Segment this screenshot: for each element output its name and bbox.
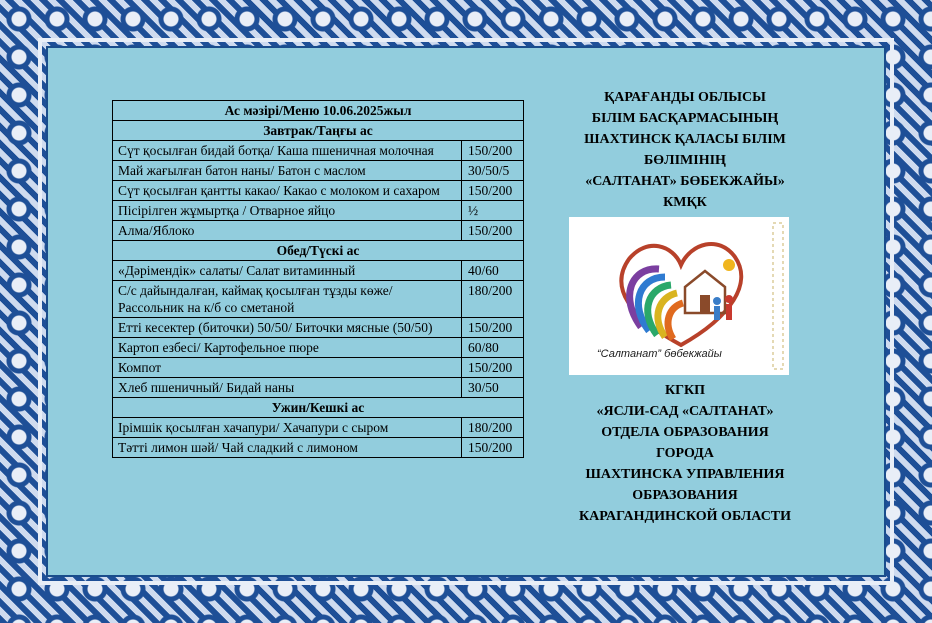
dish-amount: 150/200 xyxy=(462,318,524,338)
organization-name-russian xyxy=(560,380,810,527)
dish-amount: 40/60 xyxy=(462,261,524,281)
table-row xyxy=(113,378,524,398)
table-row xyxy=(113,201,524,221)
table-row xyxy=(113,358,524,378)
table-row xyxy=(113,318,524,338)
menu-title: Ас мәзірі/Меню 10.06.2025жыл xyxy=(113,101,524,121)
section-heading-breakfast: Завтрак/Таңғы ас xyxy=(113,121,524,141)
section-heading-dinner: Ужин/Кешкі ас xyxy=(113,398,524,418)
table-row xyxy=(113,181,524,201)
dish-amount: 180/200 xyxy=(462,418,524,438)
org-line: КАРАГАНДИНСКОЙ ОБЛАСТИ xyxy=(578,509,792,524)
dish-amount: 150/200 xyxy=(462,438,524,458)
dish-amount: 150/200 xyxy=(462,181,524,201)
dish-name: Май жағылған батон наны/ Батон с маслом xyxy=(113,161,462,181)
table-row xyxy=(113,438,524,458)
org-line: «САЛТАНАТ» БӨБЕКЖАЙЫ» xyxy=(585,174,785,189)
dish-amount: 30/50/5 xyxy=(462,161,524,181)
dish-name: Сүт қосылған бидай ботқа/ Каша пшеничная молочная xyxy=(113,141,462,161)
dish-name: Ірімшік қосылған хачапури/ Хачапури с сыром xyxy=(113,418,462,438)
section-heading-lunch: Обед/Түскі ас xyxy=(113,241,524,261)
table-row xyxy=(113,221,524,241)
table-row xyxy=(113,418,524,438)
section-heading-row xyxy=(113,121,524,141)
dish-name: Пісірілген жұмыртқа / Отварное яйцо xyxy=(113,201,462,221)
org-line: ГОРОДА xyxy=(656,446,714,461)
dish-name: Етті кесектер (биточки) 50/50/ Биточки мясные (50/50) xyxy=(113,318,462,338)
org-line: КГКП xyxy=(664,383,706,398)
dish-name: Компот xyxy=(113,358,462,378)
kindergarten-logo xyxy=(569,217,789,375)
dish-name: Алма/Яблоко xyxy=(113,221,462,241)
dish-amount: 180/200 xyxy=(462,281,524,318)
table-row xyxy=(113,338,524,358)
table-row xyxy=(113,281,524,318)
dish-name: Картоп езбесі/ Картофельное пюре xyxy=(113,338,462,358)
menu-title-row xyxy=(113,101,524,121)
dish-amount: 150/200 xyxy=(462,358,524,378)
org-line: ОТДЕЛА ОБРАЗОВАНИЯ xyxy=(601,425,769,440)
table-row xyxy=(113,261,524,281)
dish-amount: 60/80 xyxy=(462,338,524,358)
dish-name: С/с дайындалған, каймақ қосылған тұзды көже/ Рассольник на к/б со сметаной xyxy=(113,281,462,318)
org-line: БӨЛІМІНІҢ xyxy=(644,153,726,168)
dish-amount: 30/50 xyxy=(462,378,524,398)
dish-name: Сүт қосылған қантты какао/ Какао с молоком и сахаром xyxy=(113,181,462,201)
org-line: БІЛІМ БАСҚАРМАСЫНЫҢ xyxy=(591,111,779,126)
org-line: «ЯСЛИ-САД «САЛТАНАТ» xyxy=(596,404,774,419)
org-line: ШАХТИНСКА УПРАВЛЕНИЯ xyxy=(585,467,785,482)
dish-amount: 150/200 xyxy=(462,221,524,241)
dish-name: Тәтті лимон шәй/ Чай сладкий с лимоном xyxy=(113,438,462,458)
dish-amount: 150/200 xyxy=(462,141,524,161)
section-heading-row xyxy=(113,241,524,261)
dish-amount: ½ xyxy=(462,201,524,221)
logo-caption: “Салтанат” бөбекжайы xyxy=(597,348,722,360)
dish-name: «Дәрімендік» салаты/ Салат витаминный xyxy=(113,261,462,281)
org-line: ҚАРАҒАНДЫ ОБЛЫСЫ xyxy=(604,90,766,105)
org-line: ШАХТИНСК ҚАЛАСЫ БІЛІМ xyxy=(584,132,786,147)
section-heading-row xyxy=(113,398,524,418)
dish-name: Хлеб пшеничный/ Бидай наны xyxy=(113,378,462,398)
table-row xyxy=(113,141,524,161)
table-row xyxy=(113,161,524,181)
menu-table xyxy=(112,100,524,458)
organization-name-kazakh xyxy=(560,87,810,213)
org-line: КМҚК xyxy=(663,195,707,210)
org-line: ОБРАЗОВАНИЯ xyxy=(632,488,738,503)
